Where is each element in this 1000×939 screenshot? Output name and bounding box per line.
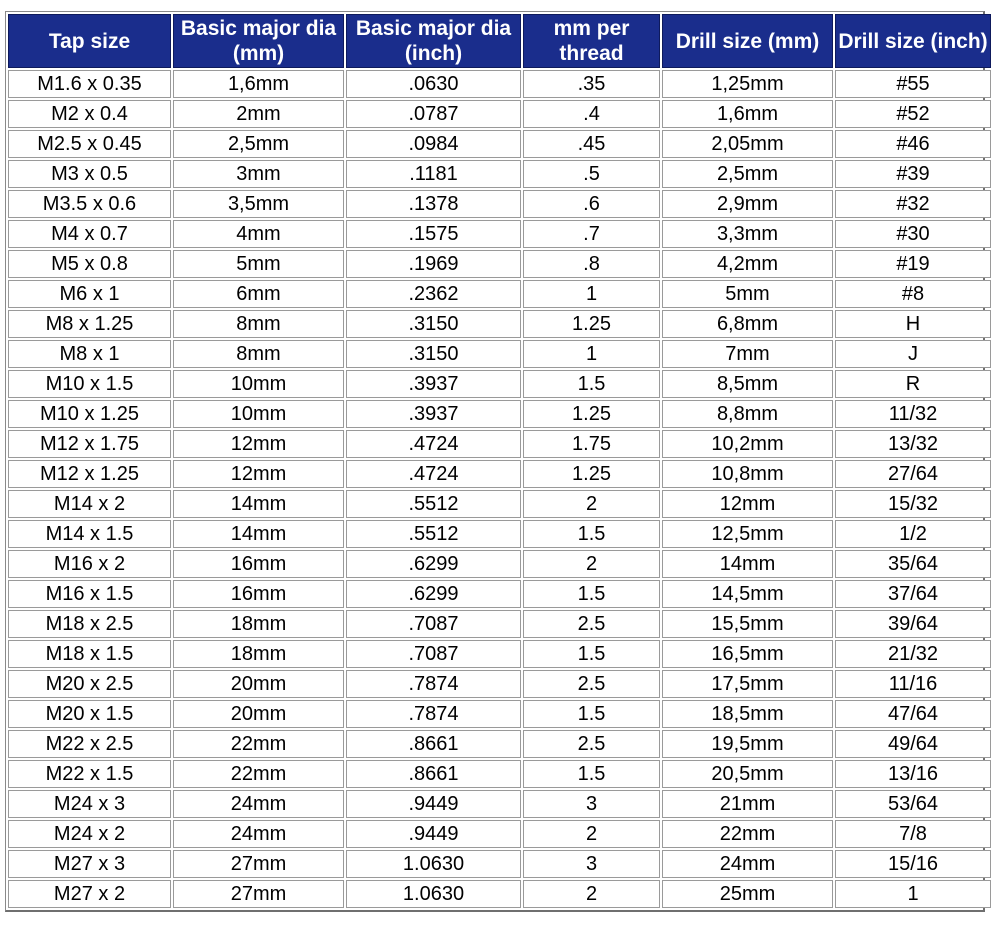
basic-major-dia-mm-cell: 16mm xyxy=(173,580,344,608)
drill-size-inch-cell: 35/64 xyxy=(835,550,991,578)
basic-major-dia-inch-cell: .0984 xyxy=(346,130,521,158)
header-basic-major-dia-mm: Basic major dia (mm) xyxy=(173,14,344,68)
table-row xyxy=(8,340,991,368)
drill-size-inch-cell: 13/16 xyxy=(835,760,991,788)
drill-size-inch-cell: 1 xyxy=(835,880,991,908)
basic-major-dia-inch-cell: .1969 xyxy=(346,250,521,278)
basic-major-dia-mm-cell: 4mm xyxy=(173,220,344,248)
basic-major-dia-inch-cell: .3150 xyxy=(346,310,521,338)
basic-major-dia-mm-cell: 18mm xyxy=(173,640,344,668)
drill-size-inch-cell: H xyxy=(835,310,991,338)
table-row xyxy=(8,400,991,428)
tap-size-cell: M27 x 2 xyxy=(8,880,171,908)
mm-per-thread-cell: 1.5 xyxy=(523,640,660,668)
basic-major-dia-inch-cell: .8661 xyxy=(346,760,521,788)
drill-size-mm-cell: 17,5mm xyxy=(662,670,833,698)
basic-major-dia-mm-cell: 24mm xyxy=(173,820,344,848)
basic-major-dia-mm-cell: 22mm xyxy=(173,760,344,788)
drill-size-inch-cell: 53/64 xyxy=(835,790,991,818)
drill-size-inch-cell: 47/64 xyxy=(835,700,991,728)
basic-major-dia-inch-cell: .5512 xyxy=(346,520,521,548)
tap-size-cell: M2.5 x 0.45 xyxy=(8,130,171,158)
basic-major-dia-inch-cell: .8661 xyxy=(346,730,521,758)
basic-major-dia-inch-cell: .9449 xyxy=(346,820,521,848)
basic-major-dia-mm-cell: 1,6mm xyxy=(173,70,344,98)
drill-size-mm-cell: 6,8mm xyxy=(662,310,833,338)
table-row xyxy=(8,640,991,668)
basic-major-dia-mm-cell: 20mm xyxy=(173,700,344,728)
drill-size-mm-cell: 1,6mm xyxy=(662,100,833,128)
drill-size-mm-cell: 2,05mm xyxy=(662,130,833,158)
table-header-row xyxy=(8,14,991,68)
table-row xyxy=(8,730,991,758)
drill-size-mm-cell: 2,9mm xyxy=(662,190,833,218)
drill-size-mm-cell: 8,5mm xyxy=(662,370,833,398)
basic-major-dia-inch-cell: .1575 xyxy=(346,220,521,248)
basic-major-dia-mm-cell: 6mm xyxy=(173,280,344,308)
tap-size-cell: M18 x 2.5 xyxy=(8,610,171,638)
basic-major-dia-inch-cell: 1.0630 xyxy=(346,880,521,908)
tap-size-cell: M10 x 1.5 xyxy=(8,370,171,398)
basic-major-dia-inch-cell: .1181 xyxy=(346,160,521,188)
tap-size-cell: M18 x 1.5 xyxy=(8,640,171,668)
mm-per-thread-cell: 1.25 xyxy=(523,460,660,488)
mm-per-thread-cell: .4 xyxy=(523,100,660,128)
drill-size-inch-cell: 49/64 xyxy=(835,730,991,758)
mm-per-thread-cell: 1.5 xyxy=(523,580,660,608)
tap-drill-table-container xyxy=(5,11,988,912)
drill-size-mm-cell: 1,25mm xyxy=(662,70,833,98)
drill-size-mm-cell: 21mm xyxy=(662,790,833,818)
tap-size-cell: M3.5 x 0.6 xyxy=(8,190,171,218)
basic-major-dia-mm-cell: 8mm xyxy=(173,310,344,338)
tap-size-cell: M20 x 1.5 xyxy=(8,700,171,728)
drill-size-inch-cell: 1/2 xyxy=(835,520,991,548)
table-row xyxy=(8,280,991,308)
drill-size-mm-cell: 18,5mm xyxy=(662,700,833,728)
drill-size-mm-cell: 24mm xyxy=(662,850,833,878)
tap-size-cell: M4 x 0.7 xyxy=(8,220,171,248)
header-tap-size: Tap size xyxy=(8,14,171,68)
tap-size-cell: M8 x 1.25 xyxy=(8,310,171,338)
mm-per-thread-cell: .6 xyxy=(523,190,660,218)
drill-size-inch-cell: #39 xyxy=(835,160,991,188)
table-row xyxy=(8,160,991,188)
drill-size-inch-cell: #32 xyxy=(835,190,991,218)
mm-per-thread-cell: 1.25 xyxy=(523,400,660,428)
basic-major-dia-inch-cell: .5512 xyxy=(346,490,521,518)
drill-size-inch-cell: 11/16 xyxy=(835,670,991,698)
tap-size-cell: M6 x 1 xyxy=(8,280,171,308)
basic-major-dia-inch-cell: .1378 xyxy=(346,190,521,218)
tap-size-cell: M14 x 1.5 xyxy=(8,520,171,548)
basic-major-dia-inch-cell: .4724 xyxy=(346,460,521,488)
table-row xyxy=(8,100,991,128)
basic-major-dia-mm-cell: 5mm xyxy=(173,250,344,278)
basic-major-dia-inch-cell: .4724 xyxy=(346,430,521,458)
tap-size-cell: M16 x 2 xyxy=(8,550,171,578)
tap-size-cell: M5 x 0.8 xyxy=(8,250,171,278)
tap-size-cell: M8 x 1 xyxy=(8,340,171,368)
table-row xyxy=(8,880,991,908)
drill-size-mm-cell: 8,8mm xyxy=(662,400,833,428)
table-row xyxy=(8,850,991,878)
basic-major-dia-mm-cell: 2,5mm xyxy=(173,130,344,158)
table-row xyxy=(8,430,991,458)
mm-per-thread-cell: 1.5 xyxy=(523,700,660,728)
basic-major-dia-mm-cell: 12mm xyxy=(173,460,344,488)
drill-size-mm-cell: 10,2mm xyxy=(662,430,833,458)
drill-size-mm-cell: 12mm xyxy=(662,490,833,518)
mm-per-thread-cell: 1.5 xyxy=(523,520,660,548)
mm-per-thread-cell: 2 xyxy=(523,880,660,908)
mm-per-thread-cell: 2 xyxy=(523,820,660,848)
basic-major-dia-inch-cell: .7874 xyxy=(346,700,521,728)
basic-major-dia-mm-cell: 16mm xyxy=(173,550,344,578)
table-row xyxy=(8,310,991,338)
table-row xyxy=(8,220,991,248)
tap-size-cell: M12 x 1.25 xyxy=(8,460,171,488)
drill-size-mm-cell: 15,5mm xyxy=(662,610,833,638)
mm-per-thread-cell: 1 xyxy=(523,340,660,368)
basic-major-dia-inch-cell: .6299 xyxy=(346,550,521,578)
basic-major-dia-inch-cell: .7874 xyxy=(346,670,521,698)
header-drill-size-mm: Drill size (mm) xyxy=(662,14,833,68)
tap-size-cell: M24 x 2 xyxy=(8,820,171,848)
drill-size-mm-cell: 19,5mm xyxy=(662,730,833,758)
basic-major-dia-inch-cell: .6299 xyxy=(346,580,521,608)
tap-size-cell: M2 x 0.4 xyxy=(8,100,171,128)
table-row xyxy=(8,190,991,218)
drill-size-inch-cell: 39/64 xyxy=(835,610,991,638)
basic-major-dia-mm-cell: 27mm xyxy=(173,880,344,908)
basic-major-dia-mm-cell: 3,5mm xyxy=(173,190,344,218)
basic-major-dia-mm-cell: 14mm xyxy=(173,490,344,518)
drill-size-mm-cell: 22mm xyxy=(662,820,833,848)
table-row xyxy=(8,490,991,518)
basic-major-dia-mm-cell: 27mm xyxy=(173,850,344,878)
drill-size-inch-cell: #30 xyxy=(835,220,991,248)
basic-major-dia-mm-cell: 10mm xyxy=(173,400,344,428)
basic-major-dia-inch-cell: .3937 xyxy=(346,370,521,398)
table-row xyxy=(8,610,991,638)
tap-size-cell: M27 x 3 xyxy=(8,850,171,878)
drill-size-inch-cell: 15/32 xyxy=(835,490,991,518)
drill-size-inch-cell: #8 xyxy=(835,280,991,308)
basic-major-dia-mm-cell: 2mm xyxy=(173,100,344,128)
basic-major-dia-inch-cell: .3150 xyxy=(346,340,521,368)
mm-per-thread-cell: .45 xyxy=(523,130,660,158)
basic-major-dia-mm-cell: 10mm xyxy=(173,370,344,398)
mm-per-thread-cell: 1 xyxy=(523,280,660,308)
header-basic-major-dia-inch: Basic major dia (inch) xyxy=(346,14,521,68)
basic-major-dia-inch-cell: .0787 xyxy=(346,100,521,128)
mm-per-thread-cell: 1.75 xyxy=(523,430,660,458)
mm-per-thread-cell: 3 xyxy=(523,850,660,878)
header-mm-per-thread: mm per thread xyxy=(523,14,660,68)
tap-size-cell: M1.6 x 0.35 xyxy=(8,70,171,98)
tap-size-cell: M16 x 1.5 xyxy=(8,580,171,608)
drill-size-mm-cell: 25mm xyxy=(662,880,833,908)
basic-major-dia-mm-cell: 3mm xyxy=(173,160,344,188)
drill-size-inch-cell: 15/16 xyxy=(835,850,991,878)
table-row xyxy=(8,790,991,818)
mm-per-thread-cell: 3 xyxy=(523,790,660,818)
basic-major-dia-inch-cell: .2362 xyxy=(346,280,521,308)
drill-size-inch-cell: #52 xyxy=(835,100,991,128)
table-row xyxy=(8,580,991,608)
basic-major-dia-inch-cell: .0630 xyxy=(346,70,521,98)
drill-size-inch-cell: #19 xyxy=(835,250,991,278)
drill-size-mm-cell: 14,5mm xyxy=(662,580,833,608)
drill-size-mm-cell: 16,5mm xyxy=(662,640,833,668)
tap-size-cell: M20 x 2.5 xyxy=(8,670,171,698)
drill-size-inch-cell: R xyxy=(835,370,991,398)
mm-per-thread-cell: 2 xyxy=(523,550,660,578)
table-row xyxy=(8,820,991,848)
table-row xyxy=(8,70,991,98)
basic-major-dia-inch-cell: .9449 xyxy=(346,790,521,818)
mm-per-thread-cell: .8 xyxy=(523,250,660,278)
drill-size-inch-cell: 7/8 xyxy=(835,820,991,848)
table-row xyxy=(8,250,991,278)
drill-size-mm-cell: 20,5mm xyxy=(662,760,833,788)
drill-size-inch-cell: 37/64 xyxy=(835,580,991,608)
tap-size-cell: M22 x 2.5 xyxy=(8,730,171,758)
basic-major-dia-mm-cell: 18mm xyxy=(173,610,344,638)
mm-per-thread-cell: 1.5 xyxy=(523,760,660,788)
drill-size-inch-cell: J xyxy=(835,340,991,368)
mm-per-thread-cell: 1.5 xyxy=(523,370,660,398)
drill-size-inch-cell: 21/32 xyxy=(835,640,991,668)
basic-major-dia-inch-cell: .7087 xyxy=(346,640,521,668)
drill-size-inch-cell: 11/32 xyxy=(835,400,991,428)
table-row xyxy=(8,370,991,398)
tap-size-cell: M12 x 1.75 xyxy=(8,430,171,458)
mm-per-thread-cell: 2.5 xyxy=(523,730,660,758)
drill-size-mm-cell: 7mm xyxy=(662,340,833,368)
drill-size-mm-cell: 5mm xyxy=(662,280,833,308)
table-row xyxy=(8,760,991,788)
basic-major-dia-mm-cell: 14mm xyxy=(173,520,344,548)
drill-size-inch-cell: #46 xyxy=(835,130,991,158)
drill-size-mm-cell: 2,5mm xyxy=(662,160,833,188)
tap-drill-table xyxy=(6,12,993,910)
tap-size-cell: M22 x 1.5 xyxy=(8,760,171,788)
tap-size-cell: M24 x 3 xyxy=(8,790,171,818)
drill-size-mm-cell: 3,3mm xyxy=(662,220,833,248)
table-row xyxy=(8,520,991,548)
drill-size-mm-cell: 10,8mm xyxy=(662,460,833,488)
mm-per-thread-cell: .7 xyxy=(523,220,660,248)
table-row xyxy=(8,550,991,578)
basic-major-dia-mm-cell: 22mm xyxy=(173,730,344,758)
basic-major-dia-mm-cell: 20mm xyxy=(173,670,344,698)
drill-size-mm-cell: 12,5mm xyxy=(662,520,833,548)
table-row xyxy=(8,130,991,158)
table-body xyxy=(8,70,991,908)
basic-major-dia-mm-cell: 12mm xyxy=(173,430,344,458)
tap-size-cell: M3 x 0.5 xyxy=(8,160,171,188)
tap-size-cell: M10 x 1.25 xyxy=(8,400,171,428)
tap-size-cell: M14 x 2 xyxy=(8,490,171,518)
basic-major-dia-mm-cell: 24mm xyxy=(173,790,344,818)
basic-major-dia-mm-cell: 8mm xyxy=(173,340,344,368)
basic-major-dia-inch-cell: 1.0630 xyxy=(346,850,521,878)
table-row xyxy=(8,700,991,728)
mm-per-thread-cell: .5 xyxy=(523,160,660,188)
drill-size-inch-cell: 13/32 xyxy=(835,430,991,458)
mm-per-thread-cell: 2 xyxy=(523,490,660,518)
mm-per-thread-cell: 2.5 xyxy=(523,670,660,698)
mm-per-thread-cell: 1.25 xyxy=(523,310,660,338)
drill-size-mm-cell: 4,2mm xyxy=(662,250,833,278)
table-row xyxy=(8,670,991,698)
mm-per-thread-cell: .35 xyxy=(523,70,660,98)
basic-major-dia-inch-cell: .7087 xyxy=(346,610,521,638)
mm-per-thread-cell: 2.5 xyxy=(523,610,660,638)
drill-size-inch-cell: #55 xyxy=(835,70,991,98)
table-row xyxy=(8,460,991,488)
drill-size-inch-cell: 27/64 xyxy=(835,460,991,488)
drill-size-mm-cell: 14mm xyxy=(662,550,833,578)
header-drill-size-inch: Drill size (inch) xyxy=(835,14,991,68)
basic-major-dia-inch-cell: .3937 xyxy=(346,400,521,428)
